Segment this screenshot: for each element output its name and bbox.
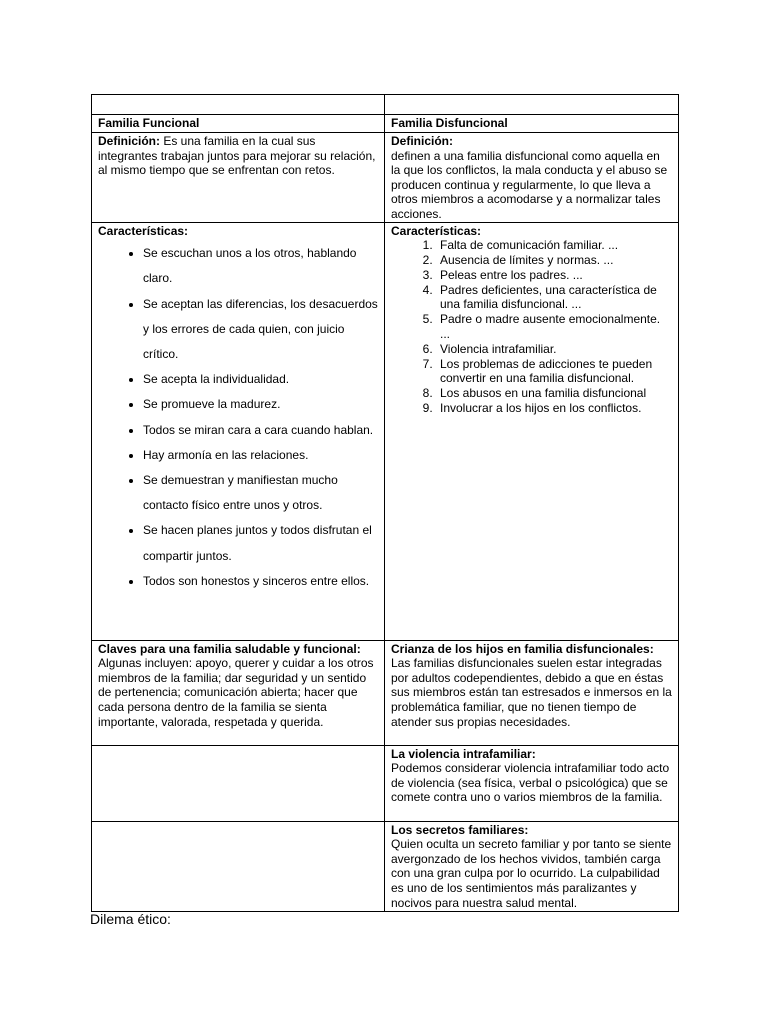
violence-cell bbox=[385, 745, 679, 821]
parenting-dysfunctional-text: Las familias disfuncionales suelen estar integradas por adultos codependientes, debido a que en éstas sus miembros están tan estresados e inmersos en la problemática familiar, que no tienen tiempo de atender sus propias necesidades. bbox=[391, 656, 672, 729]
list-item: 1. Falta de comunicación familiar. ... bbox=[436, 238, 672, 253]
characteristics-functional-cell bbox=[92, 222, 385, 640]
definition-dysfunctional-cell bbox=[385, 133, 679, 223]
list-item: • Se promueve la madurez. bbox=[143, 392, 378, 417]
list-item: • Se demuestran y manifiestan mucho contacto físico entre unos y otros. bbox=[143, 468, 378, 518]
definition-dysfunctional-label: Definición: bbox=[391, 134, 453, 148]
header-familia-disfuncional: Familia Disfuncional bbox=[385, 115, 679, 133]
list-item: • Hay armonía en las relaciones. bbox=[143, 443, 378, 468]
table-cell-empty-left bbox=[92, 95, 385, 115]
table-cell-empty-left bbox=[92, 821, 385, 911]
table-cell-empty-right bbox=[385, 95, 679, 115]
list-item: 6. Violencia intrafamiliar. bbox=[436, 342, 672, 357]
list-item: • Se escuchan unos a los otros, hablando claro. bbox=[143, 241, 378, 291]
list-item: 3. Peleas entre los padres. ... bbox=[436, 268, 672, 283]
violence-text: Podemos considerar violencia intrafamiliar todo acto de violencia (sea física, verbal o psicológica) que se comete contra uno o varios miembros de la familia. bbox=[391, 761, 670, 805]
table-row-secrets bbox=[92, 821, 679, 911]
keys-functional-text: Algunas incluyen: apoyo, querer y cuidar a los otros miembros de la familia; dar seguridad y un sentido de pertenencia; comunicación abierta; hacer que cada persona dentro de la familia se sienta importante, valorada, respetada y querida. bbox=[98, 656, 374, 729]
table-row-definition bbox=[92, 133, 679, 223]
table-row-violence bbox=[92, 745, 679, 821]
comparison-table bbox=[91, 94, 679, 912]
table-row-keys bbox=[92, 640, 679, 745]
characteristics-functional-label: Características: bbox=[98, 223, 189, 238]
list-item: 5. Padre o madre ausente emocionalmente. ... bbox=[436, 312, 672, 342]
list-item: 8. Los abusos en una familia disfuncional bbox=[436, 386, 672, 401]
definition-dysfunctional-text: definen a una familia disfuncional como aquella en la que los conflictos, la mala conducta y el abuso se producen continua y regularmente, lo que lleva a otros miembros a acomodarse y a normalizar tales acciones. bbox=[391, 148, 668, 221]
list-item: • Se aceptan las diferencias, los desacuerdos y los errores de cada quien, con juicio crítico. bbox=[143, 292, 378, 368]
characteristics-dysfunctional-label: Características: bbox=[391, 223, 482, 238]
table-row-empty bbox=[92, 95, 679, 115]
parenting-dysfunctional-label: Crianza de los hijos en familia disfuncionales: bbox=[391, 641, 654, 656]
list-item: 7. Los problemas de adicciones te pueden convertir en una familia disfuncional. bbox=[436, 357, 672, 387]
parenting-dysfunctional-cell bbox=[385, 640, 679, 745]
table-row-headers bbox=[92, 115, 679, 133]
list-item: • Se acepta la individualidad. bbox=[143, 367, 378, 392]
list-item: 2. Ausencia de límites y normas. ... bbox=[436, 253, 672, 268]
secrets-text: Quien oculta un secreto familiar y por tanto se siente avergonzado de los hechos vividos, también carga con una gran culpa por lo ocurrido. La culpabilidad es uno de los sentimientos más paralizantes y nocivos para nuestra salud mental. bbox=[391, 837, 672, 910]
header-familia-funcional: Familia Funcional bbox=[92, 115, 385, 133]
list-item: • Todos son honestos y sinceros entre ellos. bbox=[143, 569, 378, 594]
list-item: • Todos se miran cara a cara cuando hablan. bbox=[143, 418, 378, 443]
characteristics-functional-list bbox=[98, 241, 378, 594]
characteristics-dysfunctional-cell bbox=[385, 222, 679, 640]
table-cell-empty-left bbox=[92, 745, 385, 821]
characteristics-dysfunctional-list bbox=[391, 238, 672, 416]
keys-functional-label: Claves para una familia saludable y funcional: bbox=[98, 641, 361, 656]
definition-functional-text: Es una familia en la cual sus integrantes trabajan juntos para mejorar su relación, al mismo tiempo que se enfrentan con retos. bbox=[98, 134, 376, 178]
list-item: • Se hacen planes juntos y todos disfrutan el compartir juntos. bbox=[143, 518, 378, 568]
keys-functional-cell bbox=[92, 640, 385, 745]
list-item: 9. Involucrar a los hijos en los conflictos. bbox=[436, 401, 672, 416]
secrets-cell bbox=[385, 821, 679, 911]
secrets-label: Los secretos familiares: bbox=[391, 822, 529, 837]
violence-label: La violencia intrafamiliar: bbox=[391, 746, 536, 761]
table-row-characteristics bbox=[92, 222, 679, 640]
definition-functional-cell bbox=[92, 133, 385, 223]
ethical-dilemma-caption: Dilema ético: bbox=[90, 911, 171, 927]
definition-functional-label: Definición: bbox=[98, 134, 160, 148]
list-item: 4. Padres deficientes, una característica de una familia disfuncional. ... bbox=[436, 283, 672, 313]
